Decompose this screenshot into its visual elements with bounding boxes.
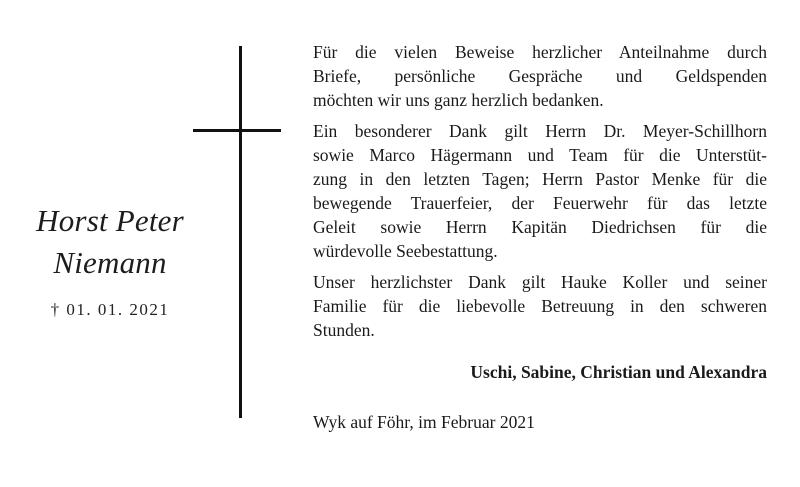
- deceased-name-last: Niemann: [53, 245, 167, 280]
- text-line: Familie für die liebevolle Betreuung in den schweren: [313, 296, 767, 316]
- text-line: Geleit sowie Herrn Kapitän Diedrichsen für die: [313, 217, 767, 237]
- text-line: zung in den letzten Tagen; Herrn Pastor Menke für die: [313, 169, 767, 189]
- cross-icon-vertical-bar: [239, 46, 242, 418]
- text-line: Unser herzlichster Dank gilt Hauke Koller und seiner: [313, 272, 767, 292]
- text-line: bewegende Trauerfeier, der Feuerwehr für das letzte: [313, 193, 767, 213]
- thank-you-text: [313, 40, 767, 434]
- text-line: würdevolle Seebestattung.: [313, 241, 498, 261]
- text-line: möchten wir uns ganz herzlich bedanken.: [313, 90, 604, 110]
- paragraph-thanks-family: [313, 270, 767, 342]
- text-line: Briefe, persönliche Gespräche und Geldspenden: [313, 66, 767, 86]
- paragraph-thanks-general: [313, 40, 767, 112]
- text-line: Stunden.: [313, 320, 375, 340]
- place-and-date: Wyk auf Föhr, im Februar 2021: [313, 412, 535, 432]
- text-line: sowie Marco Hägermann und Team für die Unterstüt-: [313, 145, 767, 165]
- paragraph-thanks-special: [313, 119, 767, 263]
- text-line: Ein besonderer Dank gilt Herrn Dr. Meyer-Schillhorn: [313, 121, 767, 141]
- death-date: † 01. 01. 2021: [50, 300, 170, 319]
- deceased-info: [20, 200, 200, 320]
- signature: Uschi, Sabine, Christian und Alexandra: [470, 362, 767, 382]
- cross-icon-horizontal-bar: [193, 129, 281, 132]
- text-line: Für die vielen Beweise herzlicher Anteilnahme durch: [313, 42, 767, 62]
- deceased-name-first: Horst Peter: [36, 203, 184, 238]
